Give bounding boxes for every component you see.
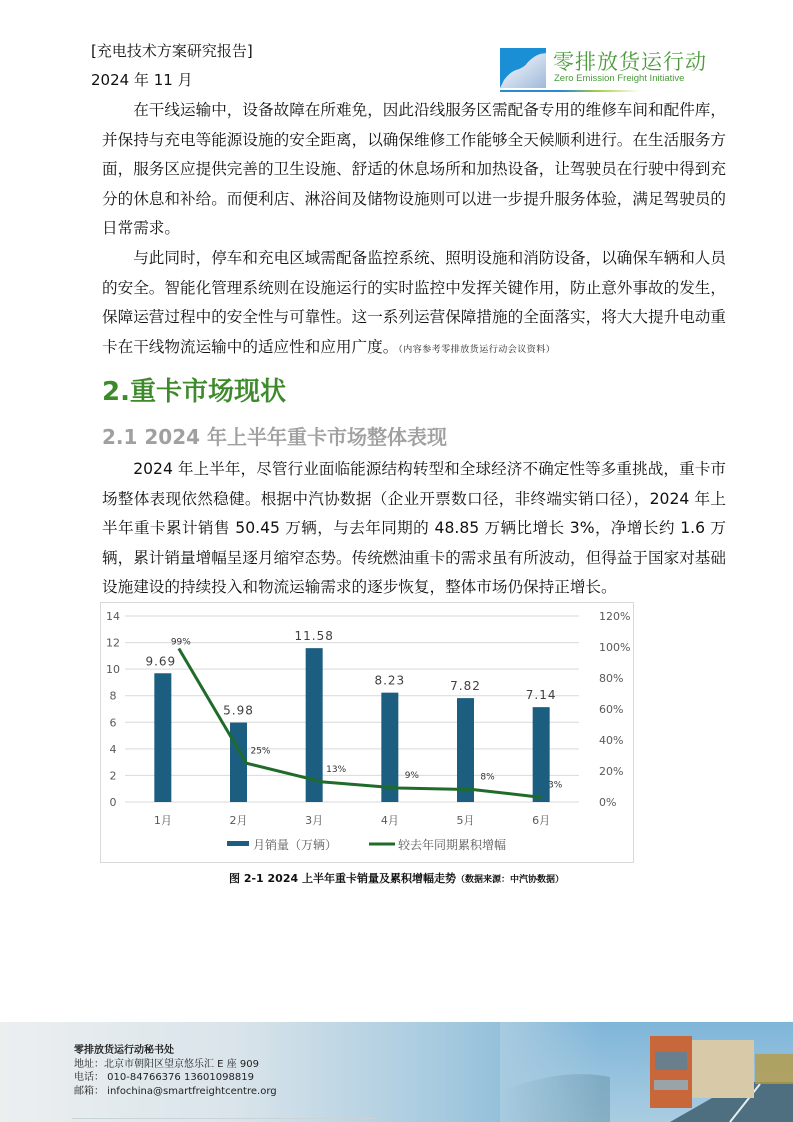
bar-value-label: 9.69 (145, 654, 177, 669)
y-left-tick: 8 (109, 689, 117, 703)
x-tick-label: 5月 (456, 814, 475, 827)
body-text-top (102, 96, 726, 365)
bar-monthly-sales (457, 698, 474, 802)
sales-chart (100, 602, 634, 863)
chart-canvas (101, 603, 633, 862)
truck-photo (500, 1022, 793, 1122)
y-left-tick: 12 (106, 636, 120, 650)
footer-phone: 电话： 010-84766376 13601098819 (74, 1072, 254, 1083)
line-value-label: 99% (170, 637, 191, 648)
line-value-label: 25% (250, 746, 271, 757)
figure-caption (0, 870, 793, 886)
logo-name-cn: 零排放货运行动 (553, 50, 707, 74)
x-tick-label: 1月 (153, 814, 172, 827)
footer-org: 零排放货运行动秘书处 (74, 1045, 174, 1056)
footer-divider (72, 1118, 377, 1119)
y-right-tick: 100% (599, 641, 631, 654)
subsection-heading: 2.1 2024 年上半年重卡市场整体表现 (102, 425, 448, 449)
logo-mountain-icon (500, 48, 546, 88)
bar-monthly-sales (154, 673, 171, 802)
y-left-tick: 0 (109, 796, 117, 809)
y-right-tick: 80% (599, 672, 624, 685)
y-left-tick: 14 (106, 610, 120, 623)
report-title: [充电技术方案研究报告] (91, 42, 253, 60)
y-left-tick: 4 (109, 742, 117, 756)
figure-caption-title: 图 2-1 2024 上半年重卡销量及累积增幅走势 (229, 872, 456, 885)
y-right-tick: 40% (599, 734, 624, 747)
page-footer (0, 1022, 793, 1122)
figure-caption-source: （数据来源：中汽协数据） (455, 875, 564, 885)
footer-email[interactable]: 邮箱： infochina@smartfreightcentre.org (74, 1085, 277, 1097)
bar-value-label: 7.14 (525, 688, 557, 703)
y-right-tick: 120% (599, 610, 631, 623)
y-left-tick: 10 (106, 663, 120, 677)
y-left-tick: 2 (109, 769, 117, 783)
logo-divider (500, 90, 640, 92)
bar-value-label: 7.82 (450, 679, 481, 694)
footer-address: 地址：北京市朝阳区望京悠乐汇 E 座 909 (74, 1058, 259, 1070)
y-right-tick: 60% (599, 703, 624, 716)
logo-name-en: Zero Emission Freight Initiative (554, 73, 685, 84)
paragraph-market: 2024 年上半年，尽管行业面临能源结构转型和全球经济不确定性等多重挑战，重卡市场整体表现依然稳健。根据中汽协数据（企业开票数口径，非终端实销口径），2024 年上半年重卡累计销售 50.45 万辆，与去年同期的 48.85 万辆比增长 3%，净增长约 1.6 万辆，累计销量增幅呈逐月缩窄态势。传统燃油重卡的需求虽有所波动，但得益于国家对基础设施建设的持续投入和物流运输需求的逐步恢复，整体市场仍保持正增长。 (102, 460, 726, 597)
y-left-tick: 6 (109, 716, 117, 730)
bar-value-label: 11.58 (294, 629, 334, 644)
line-value-label: 13% (326, 764, 347, 775)
line-value-label: 8% (480, 772, 495, 783)
paragraph-service-area: 在干线运输中，设备故障在所难免，因此沿线服务区需配备专用的维修车间和配件库，并保持与充电等能源设施的安全距离，以确保维修工作能够全天候顺利进行。在生活服务方面，服务区应提供完善的卫生设施、舒适的休息场所和加热设备，让驾驶员在行驶中得到充分的休息和补给。而便利店、淋浴间及储物设施则可以进一步提升服务体验，满足驾驶员的日常需求。 (102, 101, 726, 238)
bar-value-label: 8.23 (374, 673, 406, 688)
bar-value-label: 5.98 (223, 703, 254, 718)
legend-line-label: 较去年同期累积增幅 (398, 838, 507, 852)
body-text-market (102, 455, 726, 603)
x-tick-label: 4月 (380, 814, 399, 827)
zero-emission-freight-logo (500, 48, 715, 96)
section-heading: 2.重卡市场现状 (102, 377, 286, 407)
line-value-label: 9% (404, 771, 419, 782)
report-date: 2024 年 11 月 (91, 71, 193, 89)
y-right-tick: 20% (599, 765, 624, 778)
y-right-tick: 0% (599, 796, 617, 809)
footer-contact (74, 1044, 277, 1098)
legend-bar-swatch (227, 841, 249, 846)
source-note: （内容参考零排放货运行动会议资料） (398, 344, 556, 355)
x-tick-label: 2月 (229, 814, 248, 827)
x-tick-label: 6月 (532, 814, 551, 827)
x-tick-label: 3月 (305, 814, 324, 827)
line-value-label: 3% (548, 780, 563, 791)
paragraph-safety: 与此同时，停车和充电区域需配备监控系统、照明设施和消防设备，以确保车辆和人员的安全。智能化管理系统则在设施运行的实时监控中发挥关键作用，防止意外事故的发生，保障运营过程中的安全性与可靠性。这一系列运营保障措施的全面落实，将大大提升电动重卡在干线物流运输中的适应性和应用广度。（内容参考零排放货运行动会议资料） (102, 248, 726, 356)
legend-bar-label: 月销量（万辆） (253, 838, 338, 852)
